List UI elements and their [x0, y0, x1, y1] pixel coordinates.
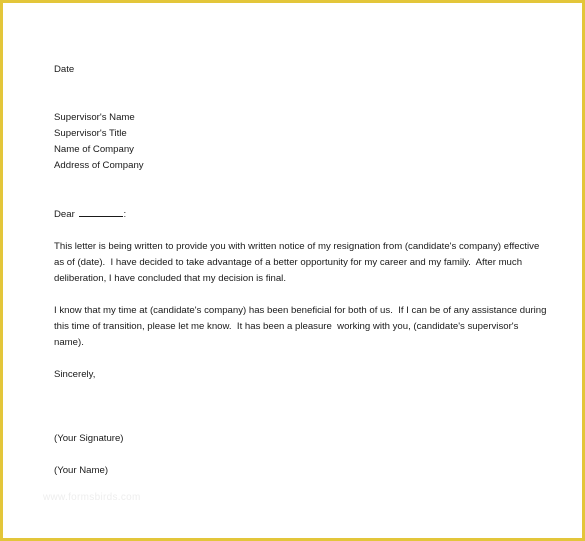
paragraph-notice [54, 239, 554, 287]
paragraph-line: deliberation, I have concluded that my decision is final. [54, 273, 286, 284]
signature-placeholder: (Your Signature) [54, 433, 124, 444]
letter-date: Date [54, 64, 75, 75]
spacer [54, 383, 554, 431]
printed-name-placeholder: (Your Name) [54, 465, 109, 476]
salutation-suffix: : [123, 209, 127, 220]
recipient-title: Supervisor's Title [54, 128, 127, 139]
recipient-address: Address of Company [54, 160, 144, 171]
paragraph-line: This letter is being written to provide you with written notice of my resignation from (candidate's company) effective [54, 241, 540, 252]
spacer [54, 287, 554, 303]
spacer [54, 447, 554, 463]
spacer [54, 351, 554, 367]
recipient-name: Supervisor's Name [54, 112, 135, 123]
spacer [54, 174, 554, 206]
paragraph-thanks [54, 303, 554, 351]
closing: Sincerely, [54, 369, 96, 380]
paragraph-line: name). [54, 337, 84, 348]
recipient-company: Name of Company [54, 144, 134, 155]
paragraph-line: as of (date). I have decided to take advantage of a better opportunity for my career and my family. After much [54, 257, 523, 268]
salutation-blank [79, 206, 123, 217]
spacer [54, 223, 554, 239]
salutation-prefix: Dear [54, 209, 75, 220]
paragraph-line: this time of transition, please let me know. It has been a pleasure working with you, (candidate's supervisor's [54, 321, 519, 332]
paragraph-line: I know that my time at (candidate's company) has been beneficial for both of us. If I can be of any assistance during [54, 305, 547, 316]
watermark-text: www.formsbirds.com [43, 492, 141, 503]
recipient-block [54, 110, 554, 174]
spacer [54, 78, 554, 110]
letter-body [54, 62, 554, 479]
salutation [54, 206, 554, 223]
